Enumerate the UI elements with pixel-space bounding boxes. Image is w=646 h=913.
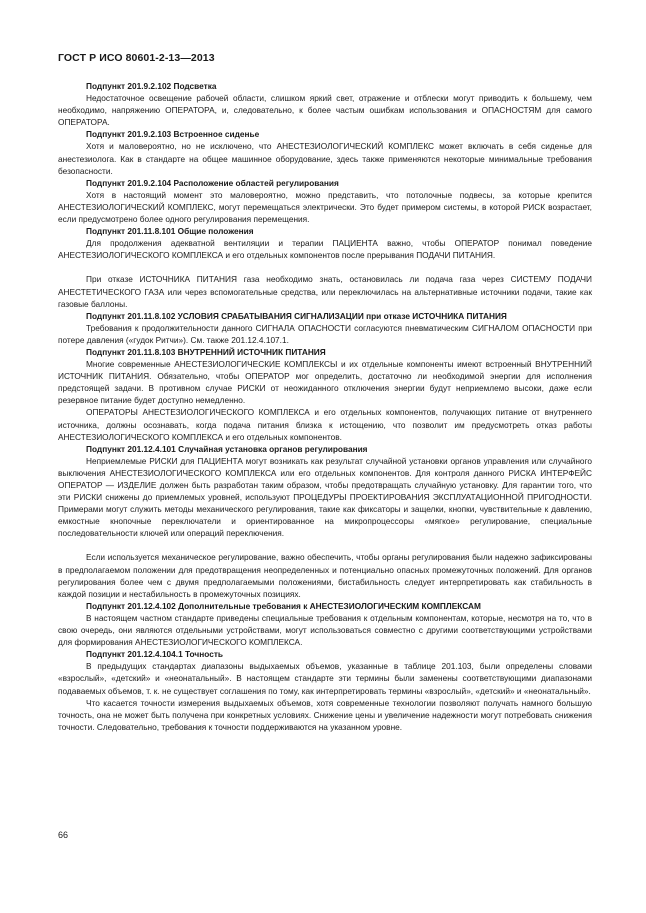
section-heading: Подпункт 201.11.8.101 Общие положения bbox=[86, 226, 254, 237]
paragraph: В настоящем частном стандарте приведены специальные требования к отдельным компонентам, которые, несмотря на то, что в свою очередь, они являются отдельными устройствами, могут использоваться совместно с другими соответствующими устройствами для формирования АНЕСТЕЗИОЛОГИЧЕСКОГО КОМПЛЕКСА. bbox=[58, 612, 592, 648]
section-heading: Подпункт 201.9.2.104 Расположение областей регулирования bbox=[86, 177, 339, 188]
paragraph: В предыдущих стандартах диапазоны выдыхаемых объемов, указанные в таблице 201.103, были определены словами «взрослый», «детский» и «неонатальный». В настоящем стандарте эти термины были заменены соответствующими диапазонами подаваемых объемов, т. к. не существует соглашения по тому, как интерпретировать термины «взрослый», «детский» и «неонатальный». bbox=[58, 661, 592, 696]
document-body bbox=[58, 80, 592, 733]
section-heading: Подпункт 201.9.2.102 Подсветка bbox=[86, 81, 217, 91]
section-heading: Подпункт 201.9.2.103 Встроенное сиденье bbox=[86, 129, 260, 140]
paragraph: Требования к продолжительности данного СИГНАЛА ОПАСНОСТИ согласуются пневматическим СИГНАЛОМ ОПАСНОСТИ при потере давления («гудок Ритчи»). См. также 201.12.4.107.1. bbox=[58, 322, 592, 345]
section-heading: Подпункт 201.11.8.102 УСЛОВИЯ СРАБАТЫВАНИЯ СИГНАЛИЗАЦИИ при отказе ИСТОЧНИКА ПИТАНИЯ bbox=[86, 310, 507, 321]
paragraph: Неприемлемые РИСКИ для ПАЦИЕНТА могут возникать как результат случайной установки органов управления или случайного выключения АНЕСТЕЗИОЛОГИЧЕСКОГО КОМПЛЕКСА или его отдельных компонентов. Для контроля данного РИСКА ИНТЕРФЕЙС ОПЕРАТОР — ИЗДЕЛИЕ должен быть разработан таким образом, чтобы предотвращать случайную установку. Для гарантии того, что эти РИСКИ снижены до приемлемых уровней, используют ПРОЦЕДУРЫ ПРОЕКТИРОВАНИЯ ЭКСПЛУАТАЦИОННОЙ ПРИГОДНОСТИ. Примерами могут служить методы механического регулирования, такие как фиксаторы и защелки, кнопки, чувствительные к давлению, емкостные кнопочные переключатели и ориентированное на микропроцессоры «мягкое» регулирование, специальные последовательности ключей или операций переключения. bbox=[58, 455, 592, 539]
paragraph: Хотя в настоящий момент это маловероятно, можно представить, что потолочные подвесы, за которые крепится АНЕСТЕЗИОЛОГИЧЕСКИЙ КОМПЛЕКС, могут перемещаться электрически. Это будет примером системы, в которой РИСК возрастает, если предусмотрено более одного регулирования перемещения. bbox=[58, 189, 592, 225]
paragraph: Многие современные АНЕСТЕЗИОЛОГИЧЕСКИЕ КОМПЛЕКСЫ и их отдельные компоненты имеют встроенный ВНУТРЕННИЙ ИСТОЧНИК ПИТАНИЯ. Обязательно, чтобы ОПЕРАТОР мог определить, достаточно ли необходимой энергии для исполнения предстоящей задачи. В противном случае РИСКИ от неожиданного отключения энергии будут неприемлемо высоки, даже если резервное питание будет доступно немедленно. bbox=[58, 359, 592, 406]
paragraph: При отказе ИСТОЧНИКА ПИТАНИЯ газа необходимо знать, остановилась ли подача газа через СИСТЕМУ ПОДАЧИ АНЕСТЕТИЧЕСКОГО ГАЗА или через вспомогательные средства, или переключилась на альтернативные источники подачи, такие как газовые баллоны. bbox=[58, 274, 592, 309]
paragraph: Если используется механическое регулирование, важно обеспечить, чтобы органы регулирования были надежно зафиксированы в предполагаемом положении для предотвращения неопределенных и потенциально опасных промежуточных положений. Для органов регулирования более чем с двумя предполагаемыми положениями, бистабильность следует интерпретировать как стабильность в каждой позиции и нестабильность в промежуточных позициях. bbox=[58, 552, 592, 599]
paragraph: Для продолжения адекватной вентиляции и терапии ПАЦИЕНТА важно, чтобы ОПЕРАТОР понимал поведение АНЕСТЕЗИОЛОГИЧЕСКОГО КОМПЛЕКСА и его отдельных компонентов после прерывания ПОДАЧИ ПИТАНИЯ. bbox=[58, 238, 592, 261]
document-header: ГОСТ Р ИСО 80601-2-13—2013 bbox=[58, 52, 215, 64]
page-number: 66 bbox=[58, 830, 69, 840]
section-heading: Подпункт 201.12.4.104.1 Точность bbox=[86, 649, 223, 660]
section-heading: Подпункт 201.12.4.102 Дополнительные требования к АНЕСТЕЗИОЛОГИЧЕСКИМ КОМПЛЕКСАМ bbox=[86, 600, 481, 611]
paragraph: Что касается точности измерения выдыхаемых объемов, хотя современные технологии позволяют получать намного большую точность, она не может быть получена при конкретных условиях. Снижение цены и увеличение надежности могут потребовать снижения точности. Следовательно, требования к точности поддерживаются на указанном уровне. bbox=[58, 697, 592, 732]
section-heading: Подпункт 201.11.8.103 ВНУТРЕННИЙ ИСТОЧНИК ПИТАНИЯ bbox=[86, 346, 326, 357]
paragraph: Недостаточное освещение рабочей области, слишком яркий свет, отражение и отблески могут приводить к большему, чем необходимо, напряжению ОПЕРАТОРА, и, следовательно, к более частым ошибкам использования и ОПАСНОСТЯМ для самого ОПЕРАТОРА. bbox=[58, 93, 592, 128]
paragraph: ОПЕРАТОРЫ АНЕСТЕЗИОЛОГИЧЕСКОГО КОМПЛЕКСА и его отдельных компонентов, получающих питание от внутреннего источника, должны осознавать, когда подача питания близка к истощению, что позволит им предусмотреть отказ работы АНЕСТЕЗИОЛОГИЧЕСКОГО КОМПЛЕКСА и его отдельных компонентов. bbox=[58, 407, 592, 442]
paragraph: Хотя и маловероятно, но не исключено, что АНЕСТЕЗИОЛОГИЧЕСКИЙ КОМПЛЕКС может включать в себя сиденье для анестезиолога. Как в стандарте на общее машинное оборудование, здесь также применяются некоторые минимальные требования безопасности. bbox=[58, 141, 592, 176]
section-heading: Подпункт 201.12.4.101 Случайная установка органов регулирования bbox=[86, 443, 368, 454]
